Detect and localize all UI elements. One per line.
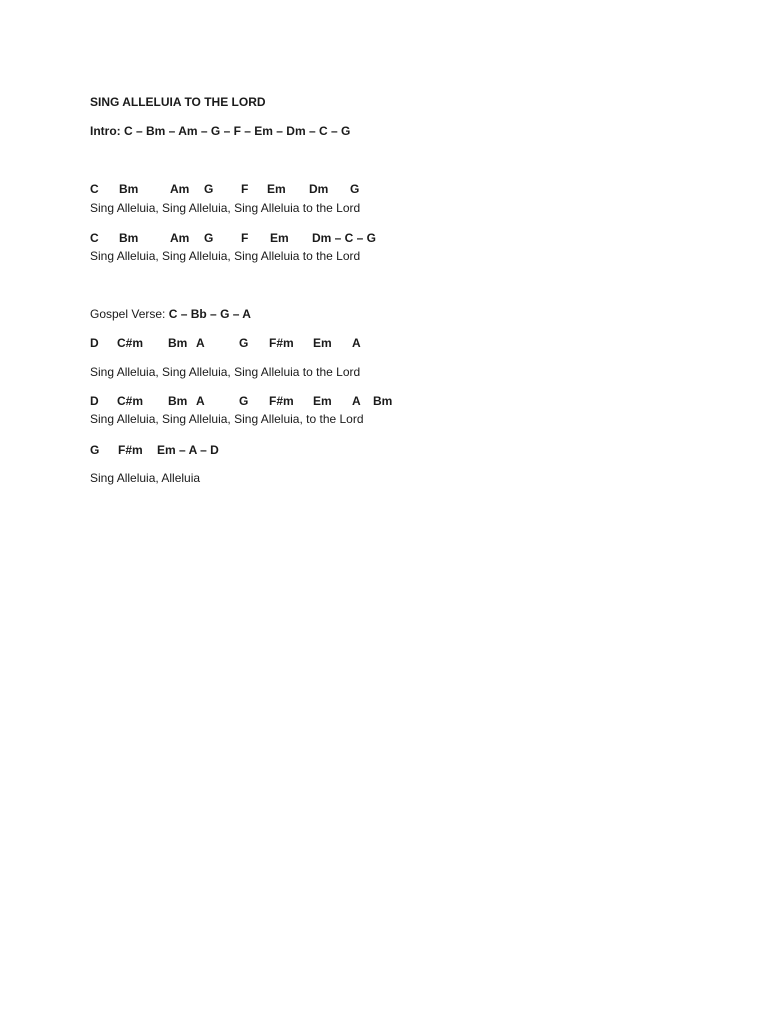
- chord: Em: [313, 394, 332, 408]
- chord: G: [350, 182, 360, 196]
- chord: Em: [313, 336, 332, 350]
- intro-chords: C – Bm – Am – G – F – Em – Dm – C – G: [124, 124, 351, 138]
- verse3-lyric: Sing Alleluia, Sing Alleluia, Sing Alleluia to the Lord: [90, 365, 361, 379]
- chord: G: [204, 182, 214, 196]
- verse4-chord-row: [0, 393, 768, 409]
- verse3-chord-row: [0, 335, 768, 351]
- chord: F: [241, 231, 249, 245]
- ending-lyric: Sing Alleluia, Alleluia: [90, 471, 201, 485]
- chord: Bm: [119, 231, 139, 245]
- gospel-line: [90, 306, 251, 322]
- verse2-lyric: Sing Alleluia, Sing Alleluia, Sing Alleluia to the Lord: [90, 249, 361, 263]
- chord: A: [352, 336, 361, 350]
- chord: G: [204, 231, 214, 245]
- verse1-lyric: Sing Alleluia, Sing Alleluia, Sing Alleluia to the Lord: [90, 201, 361, 215]
- gospel-chords: C – Bb – G – A: [168, 307, 251, 321]
- chord: D: [90, 394, 99, 408]
- chord: F#m: [269, 336, 294, 350]
- chord: Dm – C – G: [312, 231, 377, 245]
- chord: C#m: [117, 336, 144, 350]
- chord: Bm: [119, 182, 139, 196]
- chord: Bm: [168, 394, 188, 408]
- ending-chord-row: [0, 442, 768, 458]
- verse2-chord-row: [0, 230, 768, 246]
- gospel-label: Gospel Verse:: [90, 307, 166, 321]
- intro-label: Intro:: [90, 124, 121, 138]
- chord: C#m: [117, 394, 144, 408]
- chord: Bm: [373, 394, 393, 408]
- chord: Em: [267, 182, 286, 196]
- chord: G: [90, 443, 100, 457]
- chord: Em: [270, 231, 289, 245]
- chord: A: [196, 336, 205, 350]
- chord: F#m: [269, 394, 294, 408]
- chord: Dm: [309, 182, 329, 196]
- chord: Em – A – D: [157, 443, 219, 457]
- chord: Bm: [168, 336, 188, 350]
- song-title: SING ALLELUIA TO THE LORD: [90, 95, 266, 109]
- chord: Am: [170, 182, 190, 196]
- chord: C: [90, 182, 99, 196]
- chord: D: [90, 336, 99, 350]
- intro-line: [90, 123, 350, 139]
- chord: A: [352, 394, 361, 408]
- chord: Am: [170, 231, 190, 245]
- chord: F#m: [118, 443, 143, 457]
- chord: A: [196, 394, 205, 408]
- verse1-chord-row: [0, 181, 768, 197]
- chord: C: [90, 231, 99, 245]
- chord: F: [241, 182, 249, 196]
- verse4-lyric: Sing Alleluia, Sing Alleluia, Sing Alleluia, to the Lord: [90, 412, 364, 426]
- chord: G: [239, 336, 249, 350]
- chord: G: [239, 394, 249, 408]
